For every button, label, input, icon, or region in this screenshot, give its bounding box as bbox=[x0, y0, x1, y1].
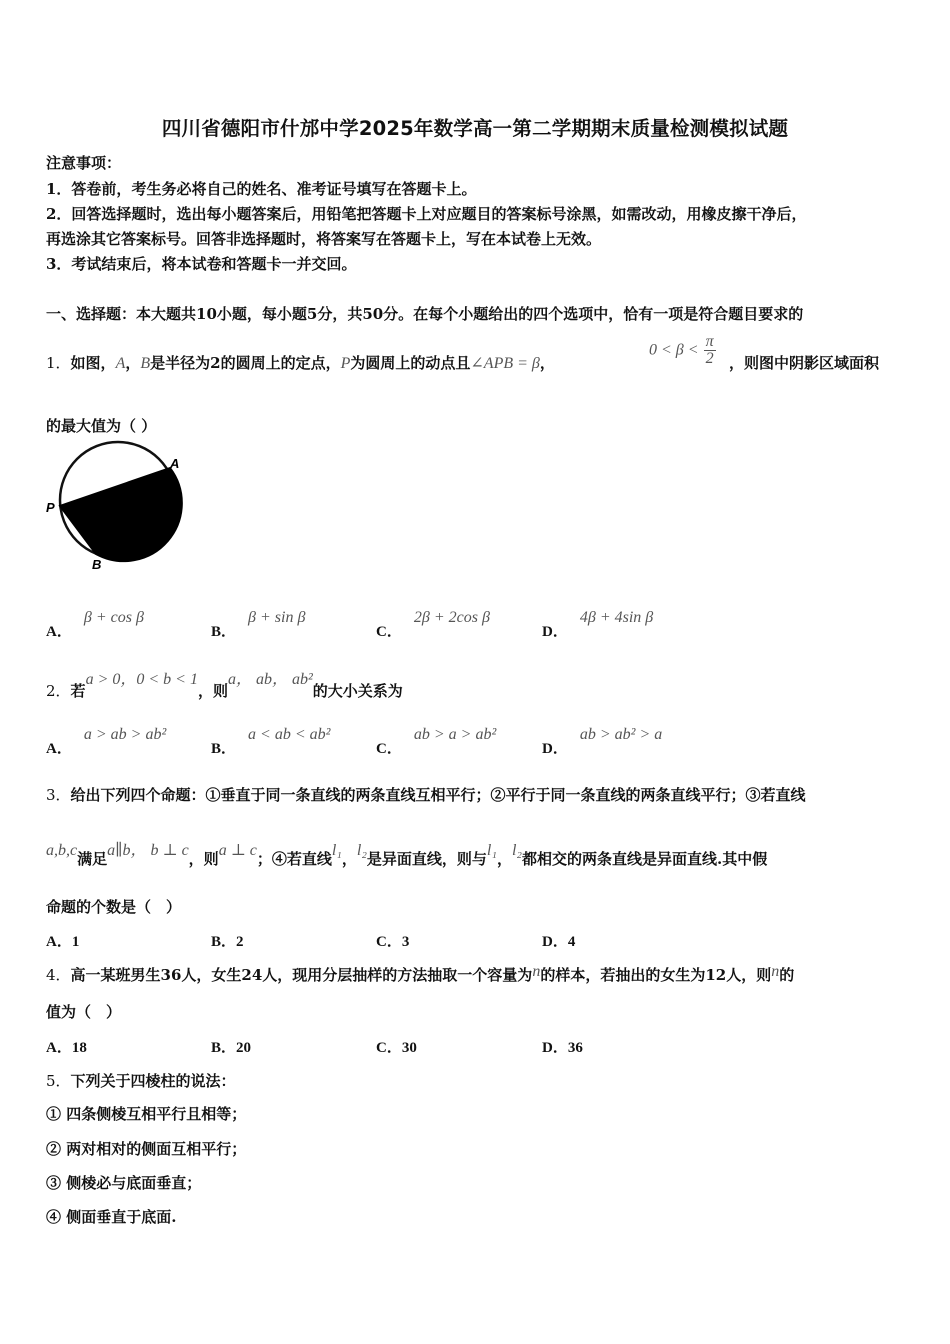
q3-option-a[interactable] bbox=[46, 930, 79, 951]
option-expr: β + cos β bbox=[83, 609, 144, 626]
q1-math-angle: ∠APB = β bbox=[470, 355, 540, 372]
notice-item-2: 2．回答选择题时，选出每小题答案后，用铅笔把答题卡上对应题目的答案标号涂黑，如需改动，用橡皮擦干净后， bbox=[46, 205, 807, 223]
q1-stem-tail: ，则图中阴影区域面积 bbox=[729, 354, 880, 372]
q3-text: ；④若直线 bbox=[256, 850, 332, 868]
option-value: 3 bbox=[401, 934, 410, 950]
q2-math-vars: a， ab， ab² bbox=[227, 671, 313, 688]
q3-option-c[interactable] bbox=[376, 930, 409, 951]
q3-text: 是异面直线，则与 bbox=[366, 850, 487, 868]
q1-option-d[interactable] bbox=[542, 606, 654, 640]
q1-label-B: B bbox=[92, 557, 102, 572]
q1-number: 1． bbox=[46, 354, 71, 372]
q2-text: 若 bbox=[70, 682, 86, 700]
option-letter: D． bbox=[542, 624, 568, 640]
option-value: 18 bbox=[71, 1040, 87, 1056]
q3-text: 满足 bbox=[77, 850, 108, 868]
q4-option-c[interactable] bbox=[376, 1036, 417, 1057]
q1-option-a[interactable] bbox=[46, 606, 144, 640]
q5-item-3: ③ 侧棱必与底面垂直； bbox=[46, 1174, 202, 1192]
option-letter: C． bbox=[376, 741, 402, 757]
q3-option-d[interactable] bbox=[542, 930, 575, 951]
option-letter: B． bbox=[211, 741, 237, 757]
option-value: 20 bbox=[236, 1040, 252, 1056]
option-value: 30 bbox=[401, 1040, 417, 1056]
option-letter: D． bbox=[542, 1040, 568, 1056]
option-expr: 2β + 2cos β bbox=[413, 609, 490, 626]
option-value: 36 bbox=[567, 1040, 583, 1056]
option-letter: C． bbox=[376, 624, 402, 640]
option-expr: β + sin β bbox=[248, 609, 306, 626]
q4-text: 的 bbox=[779, 966, 795, 984]
option-letter: C． bbox=[376, 934, 402, 950]
notice-item-1: 1．答卷前，考生务必将自己的姓名、准考证号填写在答题卡上。 bbox=[46, 180, 477, 198]
q5-item-4: ④ 侧面垂直于底面. bbox=[46, 1208, 177, 1226]
q1-text: 为圆周上的动点且 bbox=[350, 354, 471, 372]
option-letter: B． bbox=[211, 934, 237, 950]
q2-text: 的大小关系为 bbox=[312, 682, 403, 700]
q3-option-b[interactable] bbox=[211, 930, 244, 951]
q3-math: l₂ bbox=[356, 842, 367, 859]
q1-pi-over-2 bbox=[704, 334, 716, 367]
q1-range-expr bbox=[649, 334, 716, 367]
q4-math-n: n bbox=[532, 963, 541, 980]
q5-stem bbox=[46, 1070, 236, 1091]
section-heading: 一、选择题：本大题共10小题，每小题5分，共50分。在每个小题给出的四个选项中，恰有一项是符合题目要求的 bbox=[46, 305, 804, 323]
q1-sep: ， bbox=[539, 354, 555, 372]
q3-text: 给出下列四个命题：①垂直于同一条直线的两条直线互相平行；②平行于同一条直线的两条直线平行；③若直线 bbox=[70, 786, 806, 804]
q4-stem-line2: 值为（ ） bbox=[46, 1003, 122, 1021]
option-letter: A． bbox=[46, 624, 72, 640]
q4-option-a[interactable] bbox=[46, 1036, 87, 1057]
q1-pi: π bbox=[705, 333, 714, 350]
q4-math-n: n bbox=[771, 963, 780, 980]
q1-math-A: A bbox=[115, 355, 126, 372]
q3-stem-line2 bbox=[46, 842, 768, 869]
q2-text: ，则 bbox=[197, 682, 228, 700]
q3-text: 都相交的两条直线是异面直线.其中假 bbox=[521, 850, 768, 868]
q4-stem-line1 bbox=[46, 964, 794, 985]
q2-option-b[interactable] bbox=[211, 723, 331, 757]
notice-item-2-cont: 再选涂其它答案标号。回答非选择题时，将答案写在答题卡上，写在本试卷上无效。 bbox=[46, 230, 602, 248]
q4-number: 4． bbox=[46, 966, 71, 984]
option-expr: a < ab < ab² bbox=[248, 726, 331, 743]
q1-math-P: P bbox=[340, 355, 351, 372]
q1-two: 2 bbox=[705, 350, 714, 367]
page-title: 四川省德阳市什邡中学2025年数学高一第二学期期末质量检测模拟试题 bbox=[161, 117, 789, 140]
option-expr: 4β + 4sin β bbox=[579, 609, 654, 626]
q4-option-b[interactable] bbox=[211, 1036, 251, 1057]
option-letter: A． bbox=[46, 1040, 72, 1056]
q5-text: 下列关于四棱柱的说法： bbox=[70, 1072, 236, 1090]
q3-math: a ⊥ c bbox=[218, 842, 257, 859]
q3-math: l₁ bbox=[331, 842, 342, 859]
option-letter: B． bbox=[211, 624, 237, 640]
q3-math: a∥b， b ⊥ c bbox=[107, 842, 189, 859]
q3-text: ， bbox=[341, 850, 357, 868]
option-letter: C． bbox=[376, 1040, 402, 1056]
q1-stem-line2: 的最大值为（ ） bbox=[46, 417, 157, 435]
option-expr: a > ab > ab² bbox=[83, 726, 167, 743]
q3-stem-line1 bbox=[46, 784, 806, 805]
q1-label-P: P bbox=[46, 500, 55, 515]
option-letter: B． bbox=[211, 1040, 237, 1056]
option-letter: A． bbox=[46, 741, 72, 757]
q1-option-b[interactable] bbox=[211, 606, 306, 640]
q1-label-A: A bbox=[170, 456, 180, 471]
q1-math-B: B bbox=[140, 355, 151, 372]
q1-stem-line1 bbox=[46, 352, 555, 373]
q3-text: ， bbox=[496, 850, 512, 868]
q4-option-d[interactable] bbox=[542, 1036, 583, 1057]
q3-stem-line3: 命题的个数是（ ） bbox=[46, 898, 182, 916]
q3-number: 3． bbox=[46, 786, 71, 804]
q2-number: 2． bbox=[46, 682, 71, 700]
option-expr: ab > a > ab² bbox=[413, 726, 497, 743]
q2-option-d[interactable] bbox=[542, 723, 663, 757]
q1-text: 是半径为2的圆周上的定点， bbox=[150, 354, 341, 372]
option-value: 1 bbox=[71, 934, 80, 950]
option-value: 4 bbox=[567, 934, 576, 950]
option-letter: D． bbox=[542, 934, 568, 950]
notice-heading: 注意事项： bbox=[46, 154, 122, 172]
option-letter: D． bbox=[542, 741, 568, 757]
q2-option-c[interactable] bbox=[376, 723, 497, 757]
option-value: 2 bbox=[236, 934, 244, 950]
notice-item-3: 3．考试结束后，将本试卷和答题卡一并交回。 bbox=[46, 255, 357, 273]
q5-item-2: ② 两对相对的侧面互相平行； bbox=[46, 1140, 247, 1158]
option-expr: ab > ab² > a bbox=[579, 726, 663, 743]
q5-number: 5． bbox=[46, 1072, 71, 1090]
q4-text: 的样本，若抽出的女生为12人，则 bbox=[540, 966, 772, 984]
q2-math-cond: a > 0，0 < b < 1 bbox=[85, 671, 198, 688]
q1-circle-figure bbox=[40, 438, 190, 578]
q3-math: a,b,c bbox=[46, 842, 78, 859]
option-letter: A． bbox=[46, 934, 72, 950]
q3-math: l₁ bbox=[486, 842, 497, 859]
q2-option-a[interactable] bbox=[46, 723, 167, 757]
q1-option-c[interactable] bbox=[376, 606, 490, 640]
q5-item-1: ① 四条侧棱互相平行且相等； bbox=[46, 1105, 247, 1123]
q3-text: ，则 bbox=[188, 850, 219, 868]
q3-math: l₂ bbox=[511, 842, 522, 859]
q1-math-range: 0 < β < bbox=[649, 341, 699, 359]
q1-text: 如图， bbox=[70, 354, 116, 372]
q4-text: 高一某班男生36人，女生24人，现用分层抽样的方法抽取一个容量为 bbox=[70, 966, 533, 984]
q1-sep: ， bbox=[125, 354, 141, 372]
q2-stem bbox=[46, 671, 403, 701]
